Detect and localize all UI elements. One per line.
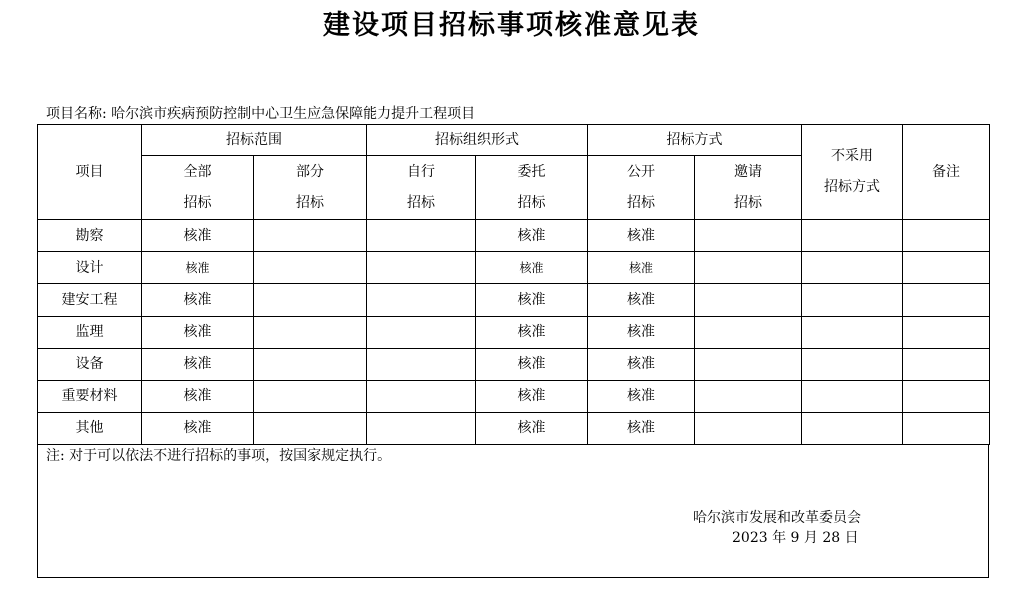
cell-remarks	[903, 284, 990, 316]
cell-self	[367, 380, 476, 412]
header-no-tender-line1: 不采用	[831, 148, 873, 165]
cell-full: 核准	[142, 380, 254, 412]
table-row	[38, 380, 990, 412]
cell-open: 核准	[588, 348, 695, 380]
cell-full: 核准	[142, 316, 254, 348]
issue-date: 2023 年 9 月 28 日	[732, 530, 859, 546]
cell-open: 核准	[588, 220, 695, 252]
header-label: 全部	[183, 163, 212, 180]
cell-remarks	[903, 220, 990, 252]
cell-remarks	[903, 380, 990, 412]
cell-partial	[254, 220, 367, 252]
cell-invited	[695, 252, 802, 284]
cell-partial	[254, 348, 367, 380]
header-no-tender	[802, 125, 903, 220]
row-item: 建安工程	[38, 284, 142, 316]
header-label: 招标	[183, 194, 212, 211]
cell-full: 核准	[142, 284, 254, 316]
cell-open: 核准	[588, 284, 695, 316]
header-item: 项目	[38, 125, 142, 220]
cell-remarks	[903, 412, 990, 444]
row-item: 勘察	[38, 220, 142, 252]
cell-no-tender	[802, 380, 903, 412]
header-no-tender-line2: 招标方式	[824, 179, 880, 196]
cell-self	[367, 412, 476, 444]
cell-self	[367, 220, 476, 252]
cell-entrusted: 核准	[476, 220, 588, 252]
header-row-1	[38, 125, 990, 156]
cell-no-tender	[802, 252, 903, 284]
table-row	[38, 252, 990, 284]
header-label: 招标	[627, 194, 655, 211]
cell-partial	[254, 252, 367, 284]
header-partial-tender	[254, 156, 367, 220]
header-entrusted-tender	[476, 156, 588, 220]
header-label: 招标	[296, 194, 324, 211]
issuer-name: 哈尔滨市发展和改革委员会	[693, 510, 861, 526]
cell-self	[367, 252, 476, 284]
cell-remarks	[903, 348, 990, 380]
cell-partial	[254, 316, 367, 348]
cell-self	[367, 284, 476, 316]
approval-table	[37, 124, 990, 445]
header-label: 招标	[407, 194, 435, 211]
cell-full: 核准	[142, 348, 254, 380]
header-label: 招标	[734, 194, 762, 211]
table-row	[38, 316, 990, 348]
cell-self	[367, 348, 476, 380]
cell-invited	[695, 220, 802, 252]
header-label: 委托	[517, 163, 546, 180]
cell-remarks	[903, 316, 990, 348]
cell-entrusted: 核准	[476, 316, 588, 348]
header-label: 邀请	[734, 163, 762, 180]
header-label: 自行	[407, 163, 435, 180]
cell-partial	[254, 284, 367, 316]
cell-open: 核准	[588, 316, 695, 348]
cell-entrusted: 核准	[476, 252, 588, 284]
header-scope: 招标范围	[142, 125, 367, 156]
table-row	[38, 284, 990, 316]
cell-no-tender	[802, 220, 903, 252]
cell-open: 核准	[588, 412, 695, 444]
cell-self	[367, 316, 476, 348]
cell-entrusted: 核准	[476, 412, 588, 444]
table-row	[38, 348, 990, 380]
table-row	[38, 412, 990, 444]
row-item: 重要材料	[38, 380, 142, 412]
header-label: 公开	[627, 163, 655, 180]
header-self-tender	[367, 156, 476, 220]
header-label: 招标	[517, 194, 546, 211]
header-org-form: 招标组织形式	[367, 125, 588, 156]
row-item: 其他	[38, 412, 142, 444]
cell-full: 核准	[142, 220, 254, 252]
cell-entrusted: 核准	[476, 380, 588, 412]
document-title: 建设项目招标事项核准意见表	[323, 10, 700, 41]
cell-partial	[254, 380, 367, 412]
cell-remarks	[903, 252, 990, 284]
cell-entrusted: 核准	[476, 348, 588, 380]
cell-invited	[695, 412, 802, 444]
cell-partial	[254, 412, 367, 444]
header-remarks: 备注	[903, 125, 990, 220]
row-item: 设计	[38, 252, 142, 284]
cell-open: 核准	[588, 252, 695, 284]
row-item: 监理	[38, 316, 142, 348]
header-full-tender	[142, 156, 254, 220]
note-box	[37, 444, 989, 578]
header-method: 招标方式	[588, 125, 802, 156]
header-label: 部分	[296, 163, 324, 180]
cell-open: 核准	[588, 380, 695, 412]
project-name-line: 项目名称: 哈尔滨市疾病预防控制中心卫生应急保障能力提升工程项目	[46, 106, 476, 122]
header-open-tender	[588, 156, 695, 220]
cell-entrusted: 核准	[476, 284, 588, 316]
note-text: 注: 对于可以依法不进行招标的事项，按国家规定执行。	[46, 448, 392, 464]
table-row	[38, 220, 990, 252]
cell-invited	[695, 316, 802, 348]
cell-invited	[695, 348, 802, 380]
cell-invited	[695, 284, 802, 316]
cell-no-tender	[802, 316, 903, 348]
cell-full: 核准	[142, 412, 254, 444]
cell-invited	[695, 380, 802, 412]
cell-no-tender	[802, 284, 903, 316]
header-invited-tender	[695, 156, 802, 220]
cell-no-tender	[802, 412, 903, 444]
cell-full: 核准	[142, 252, 254, 284]
row-item: 设备	[38, 348, 142, 380]
cell-no-tender	[802, 348, 903, 380]
